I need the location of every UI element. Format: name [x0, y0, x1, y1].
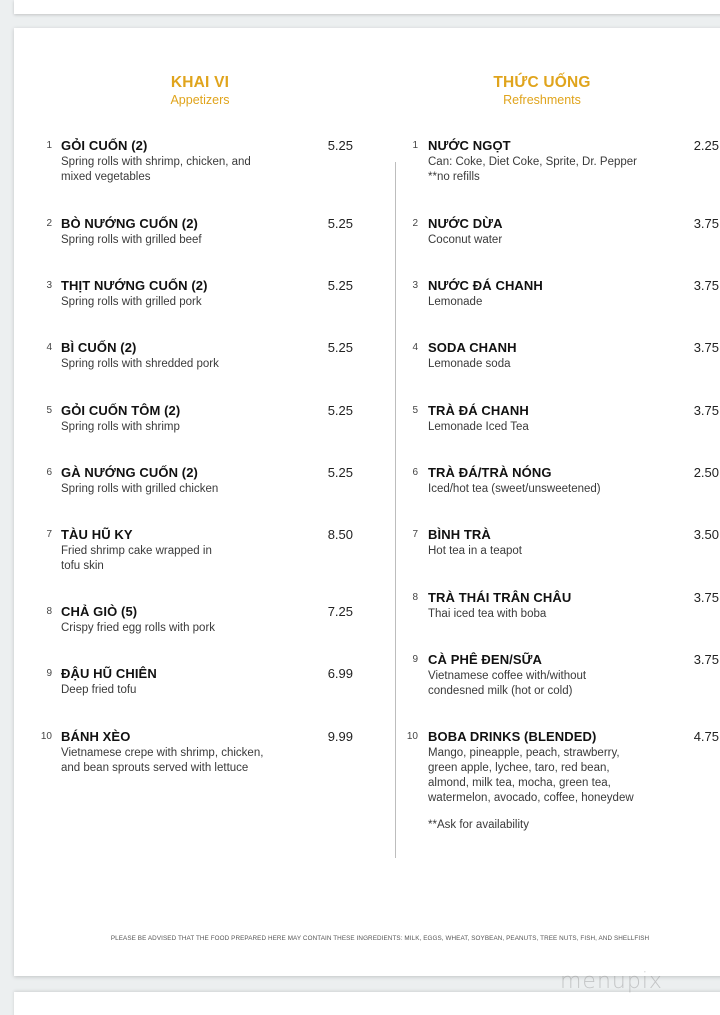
- item-name: GỎI CUỐN TÔM (2): [61, 403, 181, 418]
- item-description: Lemonade Iced Tea: [428, 421, 529, 433]
- item-description: tofu skin: [61, 560, 104, 572]
- item-description: condesned milk (hot or cold): [428, 685, 573, 697]
- item-name: THỊT NƯỚNG CUỐN (2): [61, 278, 208, 293]
- item-number: 8: [412, 592, 418, 603]
- item-description: watermelon, avocado, coffee, honeydew: [428, 792, 634, 804]
- item-number: 6: [46, 467, 52, 478]
- item-name: TRÀ THÁI TRÂN CHÂU: [428, 590, 572, 605]
- refreshments-title-en: Refreshments: [503, 93, 581, 107]
- item-price: 3.75: [693, 652, 719, 667]
- item-price: 7.25: [327, 604, 353, 619]
- item-price: 5.25: [327, 465, 353, 480]
- item-description: Can: Coke, Diet Coke, Sprite, Dr. Pepper: [428, 156, 638, 168]
- item-number: 5: [412, 405, 418, 416]
- item-name: BÁNH XÈO: [61, 729, 131, 744]
- item-price: 5.25: [327, 403, 353, 418]
- item-description: Spring rolls with grilled chicken: [61, 483, 219, 495]
- item-price: 3.75: [693, 590, 719, 605]
- item-name: GỎI CUỐN (2): [61, 138, 148, 153]
- item-number: 10: [40, 731, 52, 742]
- item-number: 6: [412, 467, 418, 478]
- item-price: 3.50: [693, 527, 719, 542]
- item-description: Spring rolls with grilled beef: [61, 234, 202, 246]
- appetizers-title-en: Appetizers: [170, 93, 230, 107]
- item-number: 3: [46, 280, 52, 291]
- item-price: 2.25: [693, 138, 719, 153]
- next-page-edge: [14, 992, 720, 1015]
- item-name: TRÀ ĐÁ CHANH: [428, 403, 529, 418]
- item-description: Lemonade soda: [428, 358, 511, 370]
- item-number: 2: [46, 218, 52, 229]
- item-number: 4: [46, 342, 52, 353]
- item-price: 5.25: [327, 340, 353, 355]
- refreshments-title-vn: THỨC UỐNG: [493, 74, 591, 91]
- item-description: Spring rolls with shredded pork: [61, 358, 219, 370]
- item-description: Vietnamese coffee with/without: [428, 670, 587, 682]
- item-price: 2.50: [693, 465, 719, 480]
- column-divider: [395, 162, 396, 858]
- item-price: 3.75: [693, 216, 719, 231]
- item-description: Lemonade: [428, 296, 483, 308]
- item-description: **no refills: [428, 171, 480, 183]
- item-number: 9: [46, 668, 52, 679]
- item-name: BOBA DRINKS (BLENDED): [428, 729, 597, 744]
- allergen-notice: PLEASE BE ADVISED THAT THE FOOD PREPARED HERE MAY CONTAIN THESE INGREDIENTS: MILK, EGGS, WHEAT, SOYBEAN, PEANUTS, TREE NUTS, FISH, AND SHELLFISH: [110, 935, 650, 942]
- item-description: Iced/hot tea (sweet/unsweetened): [428, 483, 601, 495]
- item-number: 3: [412, 280, 418, 291]
- item-name: CÀ PHÊ ĐEN/SỮA: [428, 652, 543, 667]
- item-price: 4.75: [693, 729, 719, 744]
- item-description: Vietnamese crepe with shrimp, chicken,: [61, 747, 264, 759]
- refreshments-heading: [442, 74, 642, 107]
- item-price: 5.25: [327, 216, 353, 231]
- item-number: 5: [46, 405, 52, 416]
- item-description: and bean sprouts served with lettuce: [61, 762, 249, 774]
- item-name: NƯỚC DỪA: [428, 216, 503, 231]
- item-number: 4: [412, 342, 418, 353]
- item-description: Spring rolls with grilled pork: [61, 296, 202, 308]
- item-price: 8.50: [327, 527, 353, 542]
- item-name: GÀ NƯỚNG CUỐN (2): [61, 465, 198, 480]
- appetizers-title-vn: KHAI VI: [170, 74, 230, 91]
- item-name: BÌ CUỐN (2): [61, 340, 137, 355]
- item-name: ĐẬU HŨ CHIÊN: [61, 666, 157, 681]
- item-price: 3.75: [693, 403, 719, 418]
- item-name: BÌNH TRÀ: [428, 527, 491, 542]
- item-description: mixed vegetables: [61, 171, 151, 183]
- item-price: 9.99: [327, 729, 353, 744]
- item-price: 3.75: [693, 278, 719, 293]
- item-number: 7: [412, 529, 418, 540]
- watermark-logo: menupix: [560, 969, 663, 994]
- item-description: Spring rolls with shrimp: [61, 421, 180, 433]
- item-price: 6.99: [327, 666, 353, 681]
- item-name: CHẢ GIÒ (5): [61, 604, 138, 619]
- item-description: Hot tea in a teapot: [428, 545, 522, 557]
- item-name: NƯỚC NGỌT: [428, 138, 511, 153]
- item-description: Thai iced tea with boba: [428, 608, 547, 620]
- previous-page-edge: [14, 0, 720, 14]
- menu-page: [14, 28, 720, 976]
- item-description: Coconut water: [428, 234, 503, 246]
- item-number: 10: [406, 731, 418, 742]
- item-price: 5.25: [327, 138, 353, 153]
- item-number: 7: [46, 529, 52, 540]
- item-price: 5.25: [327, 278, 353, 293]
- item-number: 9: [412, 654, 418, 665]
- item-name: TRÀ ĐÁ/TRÀ NÓNG: [428, 465, 552, 480]
- item-description: almond, milk tea, mocha, green tea,: [428, 777, 611, 789]
- item-description: Crispy fried egg rolls with pork: [61, 622, 216, 634]
- item-name: NƯỚC ĐÁ CHANH: [428, 278, 543, 293]
- appetizers-heading: [100, 74, 300, 107]
- item-number: 2: [412, 218, 418, 229]
- item-number: 1: [412, 140, 418, 151]
- item-description: Mango, pineapple, peach, strawberry,: [428, 747, 620, 759]
- item-description: green apple, lychee, taro, red bean,: [428, 762, 610, 774]
- item-name: TÀU HŨ KY: [61, 527, 133, 542]
- item-name: BÒ NƯỚNG CUỐN (2): [61, 216, 198, 231]
- item-description: Deep fried tofu: [61, 684, 137, 696]
- item-name: SODA CHANH: [428, 340, 517, 355]
- item-description: Fried shrimp cake wrapped in: [61, 545, 212, 557]
- item-number: 8: [46, 606, 52, 617]
- item-price: 3.75: [693, 340, 719, 355]
- item-description: Spring rolls with shrimp, chicken, and: [61, 156, 251, 168]
- availability-note: **Ask for availability: [428, 819, 529, 831]
- item-number: 1: [46, 140, 52, 151]
